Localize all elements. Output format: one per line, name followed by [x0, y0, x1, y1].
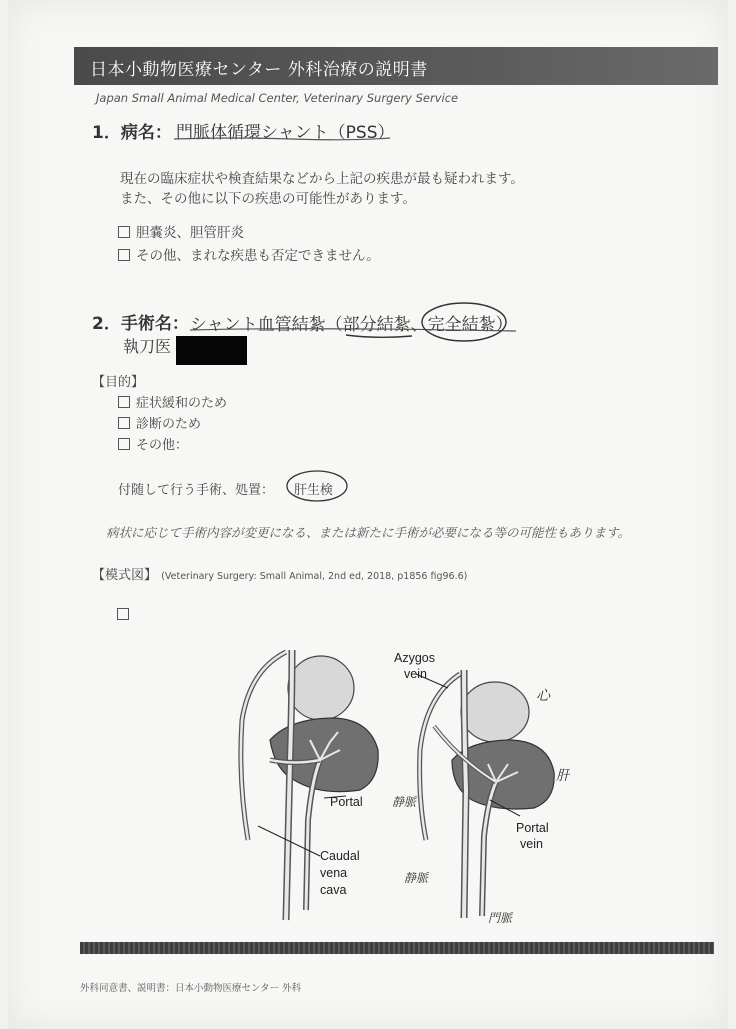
accompanying-label: 付随して行う手術、処置： [118, 483, 275, 498]
surgery-label: 2．手術名： [92, 314, 189, 334]
handwritten-heart: 心 [536, 687, 550, 703]
handwritten-vena-1: 静脈 [392, 795, 417, 809]
purpose-option-other [118, 434, 188, 453]
handwritten-vena-2: 静脈 [404, 871, 429, 885]
caudal-label: Caudal [320, 849, 360, 863]
surgeon-label: 執刀医 [123, 337, 172, 356]
option-cholecystitis [118, 221, 244, 241]
heart-left [288, 656, 354, 720]
diagnosis-value: 門脈体循環シャント（PSS） [176, 123, 395, 143]
option-label: 胆嚢炎、胆管肝炎 [136, 225, 244, 241]
surgery-close: ） [495, 315, 513, 335]
azygos-label: Azygos [394, 651, 435, 665]
option-label: その他、まれな疾患も否定できません。 [136, 248, 380, 264]
azygos-vein-label: vein [404, 667, 427, 681]
footer-bar [80, 942, 714, 954]
checkbox[interactable] [118, 249, 130, 261]
option-rare-disease [118, 244, 380, 264]
azygos-vein [420, 674, 460, 840]
diagram-left [241, 650, 378, 920]
portal-label-right: Portal [516, 821, 549, 835]
cava-label: cava [320, 883, 347, 897]
document-subtitle: Japan Small Animal Medical Center, Veterinary Surgery Service [96, 91, 459, 105]
purpose-option-relief [118, 392, 227, 411]
portal-label-left: Portal [330, 795, 363, 809]
diagram-heading [92, 564, 467, 583]
purpose-option-diagnosis [118, 413, 201, 432]
handwritten-liver: 肝 [556, 767, 570, 783]
redacted-surgeon-name [176, 336, 247, 365]
checkbox[interactable] [118, 226, 130, 238]
accompanying-value: 肝生検 [294, 483, 334, 498]
diagnosis-text-1: 現在の臨床症状や検査結果などから上記の疾患が最も疑われます。 [120, 171, 524, 187]
document-title: 日本小動物医療センター 外科治療の説明書 [90, 60, 428, 80]
surgery-change-note: 病状に応じて手術内容が変更になる、または新たに手術が必要になる等の可能性もあります。 [106, 525, 631, 540]
option-label: 診断のため [136, 417, 202, 432]
diagnosis-underline [172, 136, 392, 142]
diagram-citation: (Veterinary Surgery: Small Animal, 2nd ed, 2018, p1856 fig96.6) [161, 571, 468, 582]
diagnosis-label: 1．病名： [92, 123, 172, 143]
checkbox[interactable] [118, 438, 130, 450]
handwritten-portal: 門脈 [488, 911, 513, 925]
purpose-heading: 【目的】 [92, 375, 145, 390]
surgery-complete: 完全結紮 [427, 315, 496, 335]
diagram-heading-label: 【模式図】 [92, 568, 158, 583]
option-label: 症状緩和のため [136, 396, 228, 411]
portal-vein-label-right: vein [520, 837, 543, 851]
option-label: その他： [136, 438, 189, 453]
heart-right [461, 682, 529, 742]
vena-label: vena [320, 866, 348, 880]
surgery-partial: 部分結紮 [342, 315, 411, 335]
checkbox[interactable] [118, 396, 130, 408]
checkbox[interactable] [118, 417, 130, 429]
diagram-checkbox[interactable] [117, 604, 135, 623]
pss-diagram [220, 640, 570, 930]
accompanying-circle [284, 468, 354, 504]
diagnosis-text-2: また、その他に以下の疾患の可能性があります。 [120, 191, 416, 207]
footer-text: 外科同意書、説明書：日本小動物医療センター 外科 [80, 983, 302, 994]
surgery-main: シャント血管結紮（ [190, 315, 343, 335]
surgery-sep: 、 [410, 315, 428, 335]
